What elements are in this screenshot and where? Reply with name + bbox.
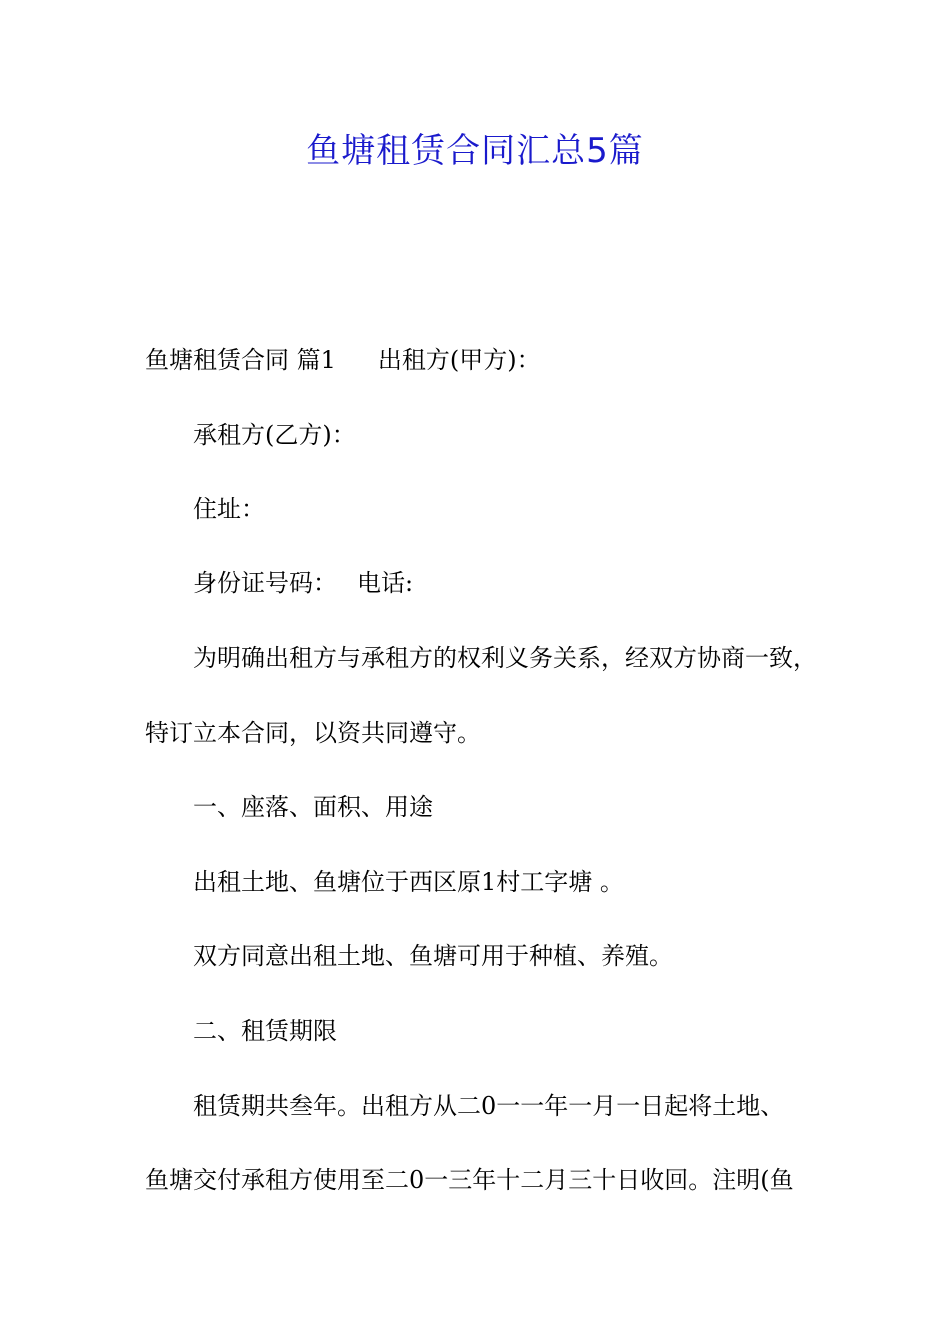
paragraph-term-line-1: 租赁期共叁年。出租方从二0一一年一月一日起将土地、	[193, 1092, 785, 1120]
paragraph-term-line-2: 鱼塘交付承租方使用至二0一三年十二月三十日收回。注明(鱼	[145, 1166, 794, 1194]
section-heading-term: 二、租赁期限	[193, 1017, 337, 1045]
document-title: 鱼塘租赁合同汇总5篇	[306, 131, 644, 171]
contract-section-label: 鱼塘租赁合同 篇1	[145, 346, 336, 374]
address-label: 住址：	[193, 495, 265, 523]
paragraph-purpose-line-2: 特订立本合同，以资共同遵守。	[145, 719, 481, 747]
lessor-label: 出租方(甲方)：	[377, 346, 541, 374]
phone-label: 电话:	[357, 569, 414, 597]
paragraph-location: 出租土地、鱼塘位于西区原1村工字塘 。	[193, 868, 624, 896]
paragraph-usage: 双方同意出租土地、鱼塘可用于种植、养殖。	[193, 942, 673, 970]
paragraph-purpose-line-1: 为明确出租方与承租方的权利义务关系，经双方协商一致，	[193, 644, 817, 672]
contract-heading-line	[145, 344, 835, 376]
id-phone-line	[145, 567, 883, 599]
lessee-label: 承租方(乙方)：	[193, 421, 356, 449]
section-heading-location: 一、座落、面积、用途	[193, 793, 433, 821]
id-number-label: 身份证号码：	[193, 569, 337, 597]
